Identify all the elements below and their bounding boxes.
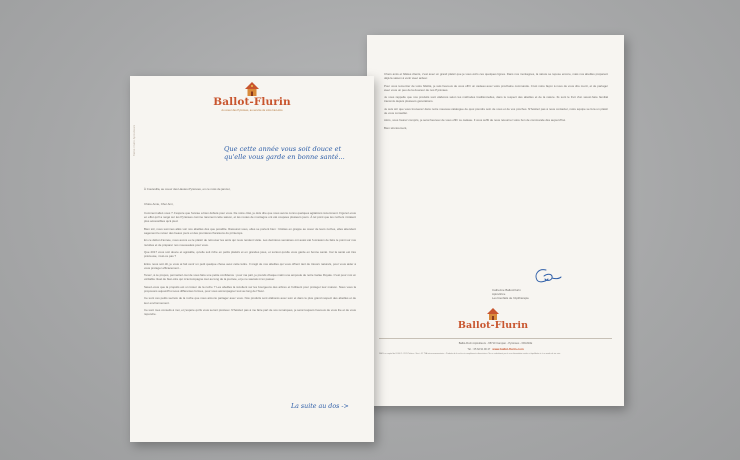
back-paragraph: Je vous rappelle que nos produits sont élaborés selon les méthodes traditionnelles, dans le respect des abeilles et de la nature. Ils sont le fruit d'un savoir-faire familial transmis depuis plusieurs générations. [384,95,608,104]
front-letter-body [144,211,356,320]
signer-title: Apicultrice [492,292,506,297]
footer-address: Ballot-Flurin Apiculteurs - 65710 Campan - Pyrénées - FRANCE [458,342,533,345]
hive-icon [244,82,260,96]
footer-divider [379,338,612,339]
hive-icon [486,308,500,320]
signer-block [492,288,602,300]
back-paragraph: Chers amis et fidèles clients, c'est avec un grand plaisir que je vous écris ces quelques lignes. Dans nos montagnes, la nature se repose encore, mais nos abeilles préparent déjà la saison à venir avec ardeur. [384,72,608,81]
front-paragraph: Que 2017 vous soit douce et agréable, qu'elle soit riche en petits plaisirs et en grandes joies, et surtout qu'elle vous garde en bonne santé. Car la santé est très précieuse, n'est-ce pas ? [144,249,356,259]
side-reference: Ballot-Flurin Apiculteurs [133,124,136,156]
footer-website-link[interactable]: www.ballot-flurin.com [492,347,524,351]
brand-name: Ballot-Flurin [213,96,291,108]
signer-quote: Les bienfaits de l'Apithérapie [492,296,529,301]
front-paragraph: Tenez, à ce propos, permettez-moi de vous faire une petite confidence : pour ma part, je prends chaque matin une ampoule de notre Gelée Royale. C'est pour moi un véritable rituel de bien-être qui m'accompagne tout au long de la journée, et je ne saurais m'en passer. [144,273,357,282]
back-paragraph: Alors, vous l'aurez compris, je serai heureux de vous offrir ce cadeau. Il vous suffit de nous retourner votre bon de commande dès aujourd'hui. [384,118,566,123]
front-paragraph: Ce sont ces petits secrets de la ruche que nous aimons partager avec vous. Nos produits sont élaborés avec soin et dans le plus grand respect des abeilles et de leur environnement. [144,296,356,305]
footer-phone: Tél. : 05 62 91 90 47 [467,348,491,351]
footer-legal: SARL au capital de 8 000 € - RCS Tarbes - Siret - N° TVA intracommunautaire - Produits de la ruche et compléments alimentaires. Ne se substituent pas à une alimentation variée et équilibrée et à un mode de vie sain. [379,353,561,355]
brand-logo-back [453,308,533,331]
brand-name: Ballot-Flurin [457,320,529,331]
back-paragraph: Bien sincèrement, [384,125,408,130]
letter-front-page [130,76,374,442]
footer-company [379,342,612,345]
letter-salutation: Chère Amie, Cher Ami, [144,202,174,206]
front-paragraph: Comment allez-vous ? J'espère que l'année a bien débuté pour vous. De notre côté, je dois dire que nous avons connu quelques agitations récemment. Figurez-vous en effet qu'il a neigé sur les Pyrénées comme rarement cette saison, et les routes de montagne ont été coupées plusieurs jours. À tel point que les ruchers n'étaient plus accessibles qu'à pied. [144,211,356,224]
back-paragraph: Je suis sûr que vous trouverez dans notre nouveau catalogue de quoi prendre soin de vous et de vos proches. N'hésitez pas à nous contacter, notre équipe se fera un plaisir de vous conseiller. [384,106,608,115]
back-paragraph: Pour vous remercier de votre fidélité, je suis heureux de vous offrir un cadeau avec votre prochaine commande. C'est notre façon à nous de vous dire merci, et de partager avec vous un peu de la douceur de nos Pyrénées. [384,83,608,92]
footer-contact [379,347,612,351]
signer-name: Catherine Ballot-Flurin [492,288,521,292]
letter-back-page [367,35,624,406]
front-paragraph: Bien sûr, nous sommes allés voir nos abeilles dès que possible. Rassurez-vous, elles se portent bien : blotties en grappe au coeur de leurs ruches, elles attendent sagement le retour des beaux jours et des premières floraisons du printemps. [144,226,356,235]
brand-logo-front [212,82,292,112]
signature-image [532,267,562,285]
handwritten-greeting: Que cette année vous soit douce et qu'elle vous garde en bonne santé... [224,145,345,161]
front-paragraph: Savez-vous que la propolis est un trésor de la ruche ? Les abeilles la récoltent sur les bourgeons des arbres et l'utilisent pour protéger leur maison. Nous vous la proposons aujourd'hui sous différentes formes, pour vous accompagner tout au long de l'hiver. [144,284,356,293]
front-paragraph: Entre nous soit dit, je vous ai fait venir un petit quelque chose avec cette lettre. Il s'agit de nos abeilles qui vous offrent tant de trésors naturels, pour vous aider à vous protéger efficacement... [144,261,356,270]
back-letter-body [384,72,608,133]
handwritten-continued-note: La suite au dos -> [291,403,349,410]
front-paragraph: En ce début d'année, nous avons eu le plaisir de retrouver les amis qui nous rendent visite. Les dernières semaines ont aussi été l'occasion de faire le point sur nos récoltes et de préparer nos nouveautés pour vous. [144,238,356,247]
brand-tagline: Au coeur des Pyrénées, au service de votre bien-être [221,108,283,112]
front-paragraph: Ce sont mes conseils à moi, et j'espère qu'ils vous seront précieux. N'hésitez pas à me faire part de vos remarques, je serai toujours heureux de vous lire et de vous répondre. [144,307,356,317]
letter-address-line: À Coutevilla, au coeur des Hautes-Pyrénées, en ce mois de janvier, [144,187,231,191]
